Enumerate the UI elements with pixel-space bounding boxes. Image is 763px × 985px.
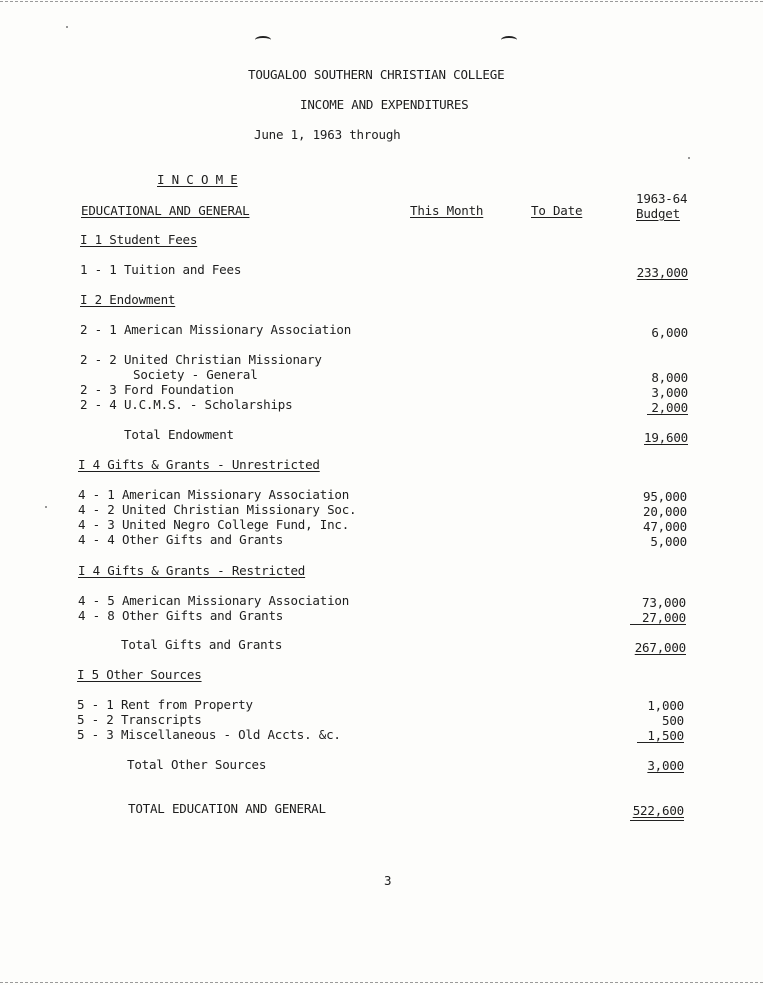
grand-total-double-rule: [630, 820, 684, 821]
to-date-header: To Date: [531, 203, 583, 218]
line-item-label: 4 - 5 American Missionary Association: [78, 593, 350, 608]
section-title: I N C O M E: [157, 172, 238, 187]
line-item-label: 4 - 4 Other Gifts and Grants: [78, 532, 284, 547]
total-label: Total Other Sources: [127, 757, 267, 772]
category-header: EDUCATIONAL AND GENERAL: [81, 203, 250, 218]
line-item-budget: 5,000: [650, 534, 687, 549]
page-number: 3: [384, 873, 392, 888]
total-label: Total Endowment: [124, 427, 234, 442]
total-label: Total Gifts and Grants: [121, 637, 283, 652]
group-heading-endowment: I 2 Endowment: [80, 292, 176, 307]
line-item-budget: 1,500: [647, 728, 684, 743]
line-item-label: 5 - 3 Miscellaneous - Old Accts. &c.: [77, 727, 341, 742]
line-item-label: 4 - 8 Other Gifts and Grants: [78, 608, 284, 623]
budget-year-header: 1963-64: [636, 191, 688, 206]
line-item-budget: 95,000: [643, 489, 687, 504]
report-period: June 1, 1963 through: [254, 127, 401, 142]
grand-total-label: TOTAL EDUCATION AND GENERAL: [128, 801, 326, 816]
line-item-label: 5 - 2 Transcripts: [77, 712, 202, 727]
line-item-budget: 73,000: [642, 595, 686, 610]
line-item-budget: 6,000: [651, 325, 688, 340]
line-item-label-continued: Society - General: [133, 367, 258, 382]
subtotal-rule: [647, 414, 688, 415]
line-item-budget: 500: [662, 713, 684, 728]
total-value: 3,000: [647, 758, 684, 773]
punch-mark-left: [255, 36, 271, 44]
line-item-budget: 47,000: [643, 519, 687, 534]
group-heading-other-sources: I 5 Other Sources: [77, 667, 202, 682]
line-item-label: 5 - 1 Rent from Property: [77, 697, 253, 712]
scan-speck: [66, 26, 68, 28]
punch-mark-right: [501, 36, 517, 44]
page-top-edge: [0, 1, 763, 2]
line-item-label: 2 - 4 U.C.M.S. - Scholarships: [80, 397, 293, 412]
line-item-label: 4 - 2 United Christian Missionary Soc.: [78, 502, 357, 517]
page-bottom-edge: [0, 982, 763, 983]
total-value: 19,600: [644, 430, 688, 445]
total-value: 267,000: [634, 640, 686, 655]
scan-speck: [688, 157, 690, 159]
line-item-budget: 20,000: [643, 504, 687, 519]
group-heading-gifts-restricted: I 4 Gifts & Grants - Restricted: [78, 563, 306, 578]
line-item-budget: 2,000: [651, 400, 688, 415]
line-item-budget: 8,000: [651, 370, 688, 385]
line-item-label: 4 - 1 American Missionary Association: [78, 487, 350, 502]
institution-name: TOUGALOO SOUTHERN CHRISTIAN COLLEGE: [248, 67, 505, 82]
line-item-label: 2 - 2 United Christian Missionary: [80, 352, 322, 367]
line-item-budget: 1,000: [647, 698, 684, 713]
group-heading-student-fees: I 1 Student Fees: [80, 232, 198, 247]
this-month-header: This Month: [410, 203, 484, 218]
line-item-label: 4 - 3 United Negro College Fund, Inc.: [78, 517, 350, 532]
budget-header: Budget: [636, 206, 680, 221]
line-item-label: 1 - 1 Tuition and Fees: [80, 262, 242, 277]
report-title: INCOME AND EXPENDITURES: [300, 97, 469, 112]
subtotal-rule: [630, 624, 686, 625]
line-item-label: 2 - 1 American Missionary Association: [80, 322, 352, 337]
scan-speck: [45, 506, 47, 508]
line-item-budget: 27,000: [642, 610, 686, 625]
line-item-label: 2 - 3 Ford Foundation: [80, 382, 234, 397]
group-heading-gifts-unrestricted: I 4 Gifts & Grants - Unrestricted: [78, 457, 320, 472]
subtotal-rule: [637, 742, 684, 743]
line-item-budget: 233,000: [636, 265, 688, 280]
grand-total-value: 522,600: [632, 803, 684, 818]
line-item-budget: 3,000: [651, 385, 688, 400]
